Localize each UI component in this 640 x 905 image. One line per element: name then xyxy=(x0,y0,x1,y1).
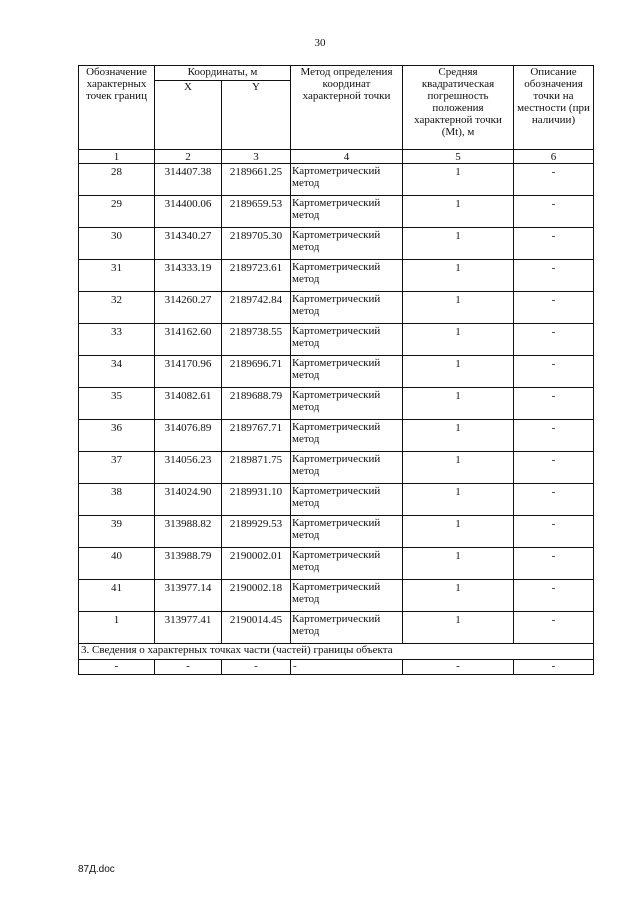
x-coordinate-cell: 314170.96 xyxy=(155,356,222,388)
method-cell: Картометрический метод xyxy=(291,484,403,516)
x-coordinate-cell: 314260.27 xyxy=(155,292,222,324)
section-3-title: 3. Сведения о характерных точках части (частей) границы объекта xyxy=(79,644,594,660)
x-coordinate-cell: 314056.23 xyxy=(155,452,222,484)
description-cell: - xyxy=(514,196,594,228)
mean-error-cell: 1 xyxy=(403,292,514,324)
y-coordinate-cell: 2189705.30 xyxy=(222,228,291,260)
description-cell: - xyxy=(514,484,594,516)
x-coordinate-cell: 314162.60 xyxy=(155,324,222,356)
x-coordinate-cell: 314400.06 xyxy=(155,196,222,228)
method-cell: Картометрический метод xyxy=(291,228,403,260)
point-id-cell: 36 xyxy=(79,420,155,452)
table-row xyxy=(79,196,594,228)
table-row xyxy=(79,548,594,580)
table-row xyxy=(79,388,594,420)
table-row xyxy=(79,612,594,644)
y-coordinate-cell: 2189696.71 xyxy=(222,356,291,388)
mean-error-cell: 1 xyxy=(403,420,514,452)
table-row xyxy=(79,484,594,516)
description-cell: - xyxy=(514,388,594,420)
x-coordinate-cell: 313988.79 xyxy=(155,548,222,580)
mean-error-cell: 1 xyxy=(403,164,514,196)
y-coordinate-cell: 2189742.84 xyxy=(222,292,291,324)
point-id-cell: 41 xyxy=(79,580,155,612)
y-coordinate-cell: 2189661.25 xyxy=(222,164,291,196)
y-coordinate-cell: 2189929.53 xyxy=(222,516,291,548)
description-cell: - xyxy=(514,324,594,356)
description-cell: - xyxy=(514,548,594,580)
y-coordinate-cell: 2189931.10 xyxy=(222,484,291,516)
description-cell: - xyxy=(514,612,594,644)
x-coordinate-cell: 314024.90 xyxy=(155,484,222,516)
y-coordinate-cell: 2189871.75 xyxy=(222,452,291,484)
y-coordinate-cell: 2189659.53 xyxy=(222,196,291,228)
point-id-cell: 28 xyxy=(79,164,155,196)
table-cell: - xyxy=(79,660,155,675)
x-coordinate-cell: 314407.38 xyxy=(155,164,222,196)
point-id-cell: 35 xyxy=(79,388,155,420)
description-cell: - xyxy=(514,516,594,548)
table-cell: - xyxy=(222,660,291,675)
method-cell: Картометрический метод xyxy=(291,516,403,548)
point-id-cell: 31 xyxy=(79,260,155,292)
header-coordinates: Координаты, м xyxy=(155,66,291,81)
mean-error-cell: 1 xyxy=(403,484,514,516)
mean-error-cell: 1 xyxy=(403,356,514,388)
description-cell: - xyxy=(514,228,594,260)
section-3-row xyxy=(79,644,594,660)
column-number: 6 xyxy=(514,150,594,164)
method-cell: Картометрический метод xyxy=(291,164,403,196)
header-y: Y xyxy=(222,81,291,150)
y-coordinate-cell: 2190002.18 xyxy=(222,580,291,612)
point-id-cell: 38 xyxy=(79,484,155,516)
x-coordinate-cell: 314076.89 xyxy=(155,420,222,452)
mean-error-cell: 1 xyxy=(403,388,514,420)
table-row xyxy=(79,516,594,548)
table-row xyxy=(79,228,594,260)
x-coordinate-cell: 314340.27 xyxy=(155,228,222,260)
table-cell: - xyxy=(514,660,594,675)
mean-error-cell: 1 xyxy=(403,324,514,356)
point-id-cell: 32 xyxy=(79,292,155,324)
description-cell: - xyxy=(514,260,594,292)
description-cell: - xyxy=(514,420,594,452)
mean-error-cell: 1 xyxy=(403,516,514,548)
method-cell: Картометрический метод xyxy=(291,356,403,388)
method-cell: Картометрический метод xyxy=(291,580,403,612)
description-cell: - xyxy=(514,452,594,484)
table-row xyxy=(79,164,594,196)
x-coordinate-cell: 313988.82 xyxy=(155,516,222,548)
mean-error-cell: 1 xyxy=(403,196,514,228)
description-cell: - xyxy=(514,580,594,612)
table-cell: - xyxy=(155,660,222,675)
mean-error-cell: 1 xyxy=(403,452,514,484)
method-cell: Картометрический метод xyxy=(291,324,403,356)
mean-error-cell: 1 xyxy=(403,228,514,260)
table-row xyxy=(79,260,594,292)
method-cell: Картометрический метод xyxy=(291,292,403,324)
method-cell: Картометрический метод xyxy=(291,420,403,452)
column-number-row xyxy=(79,150,594,164)
y-coordinate-cell: 2189723.61 xyxy=(222,260,291,292)
table-cell: - xyxy=(291,660,403,675)
point-id-cell: 34 xyxy=(79,356,155,388)
table-row xyxy=(79,292,594,324)
table-cell: - xyxy=(403,660,514,675)
method-cell: Картометрический метод xyxy=(291,260,403,292)
boundary-points-table xyxy=(78,65,594,675)
column-number: 2 xyxy=(155,150,222,164)
column-number: 3 xyxy=(222,150,291,164)
table-row xyxy=(79,420,594,452)
column-number: 4 xyxy=(291,150,403,164)
description-cell: - xyxy=(514,356,594,388)
mean-error-cell: 1 xyxy=(403,612,514,644)
y-coordinate-cell: 2189688.79 xyxy=(222,388,291,420)
y-coordinate-cell: 2189767.71 xyxy=(222,420,291,452)
method-cell: Картометрический метод xyxy=(291,548,403,580)
x-coordinate-cell: 314082.61 xyxy=(155,388,222,420)
column-number: 5 xyxy=(403,150,514,164)
point-id-cell: 33 xyxy=(79,324,155,356)
method-cell: Картометрический метод xyxy=(291,612,403,644)
point-id-cell: 40 xyxy=(79,548,155,580)
method-cell: Картометрический метод xyxy=(291,388,403,420)
table-row xyxy=(79,580,594,612)
y-coordinate-cell: 2189738.55 xyxy=(222,324,291,356)
method-cell: Картометрический метод xyxy=(291,452,403,484)
point-id-cell: 30 xyxy=(79,228,155,260)
table-row xyxy=(79,356,594,388)
x-coordinate-cell: 314333.19 xyxy=(155,260,222,292)
point-id-cell: 1 xyxy=(79,612,155,644)
method-cell: Картометрический метод xyxy=(291,196,403,228)
header-mean-error: Средняя квадратическая погрешность положения характерной точки (Mt), м xyxy=(403,66,514,150)
table-row xyxy=(79,452,594,484)
point-id-cell: 37 xyxy=(79,452,155,484)
point-id-cell: 39 xyxy=(79,516,155,548)
mean-error-cell: 1 xyxy=(403,260,514,292)
table-row xyxy=(79,324,594,356)
y-coordinate-cell: 2190014.45 xyxy=(222,612,291,644)
mean-error-cell: 1 xyxy=(403,548,514,580)
header-method: Метод определения координат характерной точки xyxy=(291,66,403,150)
x-coordinate-cell: 313977.14 xyxy=(155,580,222,612)
point-id-cell: 29 xyxy=(79,196,155,228)
y-coordinate-cell: 2190002.01 xyxy=(222,548,291,580)
header-x: X xyxy=(155,81,222,150)
description-cell: - xyxy=(514,292,594,324)
header-description: Описание обозначения точки на местности (при наличии) xyxy=(514,66,594,150)
mean-error-cell: 1 xyxy=(403,580,514,612)
header-point-designation: Обозначение характерных точек границ xyxy=(79,66,155,150)
page-number: 30 xyxy=(314,37,326,49)
section-3-data-row xyxy=(79,660,594,675)
column-number: 1 xyxy=(79,150,155,164)
file-name: 87Д.doc xyxy=(78,864,115,875)
x-coordinate-cell: 313977.41 xyxy=(155,612,222,644)
description-cell: - xyxy=(514,164,594,196)
